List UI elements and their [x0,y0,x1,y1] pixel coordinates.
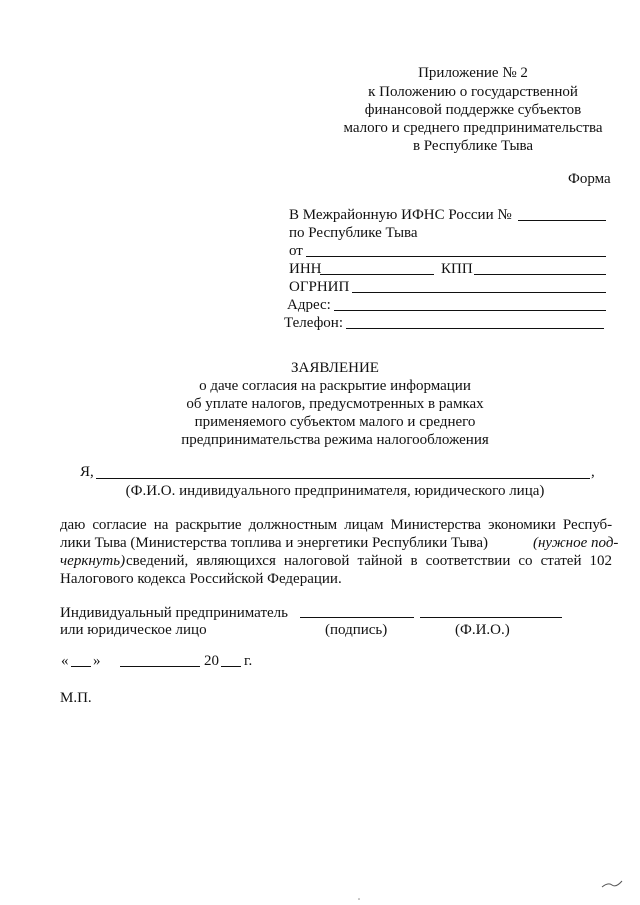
date-day-field [71,666,91,667]
signature-caption: (подпись) [325,622,388,638]
date-open-quote: « [61,653,69,669]
kpp-field [474,274,606,275]
title-line-4: предпринимательства режима налогообложения [181,432,489,448]
recipient-line-2: по Республике Тыва [289,225,418,241]
applicant-caption: (Ф.И.О. индивидуального предпринимателя, юридического лица) [125,483,545,499]
recipient-line-1: В Межрайонную ИФНС России № [289,207,512,223]
address-label: Адрес: [287,297,331,313]
signature-label-1: Индивидуальный предприниматель [60,605,288,621]
signature-field [300,617,414,618]
phone-label: Телефон: [284,315,343,331]
kpp-label: КПП [441,261,473,277]
scan-dot [356,896,362,902]
title-line-3: применяемого субъектом малого и среднего [194,414,476,430]
body-line-2a: лики Тыва (Министерства топлива и энергетики Республики Тыва) [60,535,489,551]
date-year-prefix: 20 [204,653,219,669]
applicant-suffix: , [591,464,595,480]
body-line-1: даю согласие на раскрытие должностным лицам Министерства экономики Респуб- [60,517,612,533]
name-caption: (Ф.И.О.) [455,622,510,638]
scan-mark [600,878,624,890]
signature-name-field [420,617,562,618]
appendix-line-2: к Положению о государственной [368,84,578,100]
applicant-prefix: Я, [80,464,94,480]
title-line-2: об уплате налогов, предусмотренных в рамках [186,396,484,412]
ifns-number-field [518,220,606,221]
address-field [334,310,606,311]
stamp-label: М.П. [60,690,92,706]
body-line-3b: сведений, являющихся налоговой тайной в соответствии со статей 102 [126,553,612,569]
date-suffix: г. [244,653,253,669]
inn-field [320,274,434,275]
from-label: от [289,243,303,259]
date-close-quote: » [93,653,101,669]
appendix-line-1: Приложение № 2 [418,65,528,81]
signature-label-2: или юридическое лицо [60,622,207,638]
form-label: Форма [568,171,611,187]
body-line-2b: (нужное под- [533,535,619,551]
from-field [306,256,606,257]
title-heading: ЗАЯВЛЕНИЕ [291,360,379,376]
appendix-line-4: малого и среднего предпринимательства [343,120,603,136]
title-line-1: о даче согласия на раскрытие информации [199,378,471,394]
appendix-line-5: в Республике Тыва [412,138,534,154]
date-month-field [120,666,200,667]
ogrnip-field [352,292,606,293]
applicant-name-field [96,478,590,479]
inn-label: ИНН [289,261,322,277]
phone-field [346,328,604,329]
date-year-field [221,666,241,667]
body-line-3a: черкнуть) [60,553,126,569]
ogrnip-label: ОГРНИП [289,279,350,295]
body-line-4: Налогового кодекса Российской Федерации. [60,571,342,587]
appendix-line-3: финансовой поддержке субъектов [364,102,582,118]
